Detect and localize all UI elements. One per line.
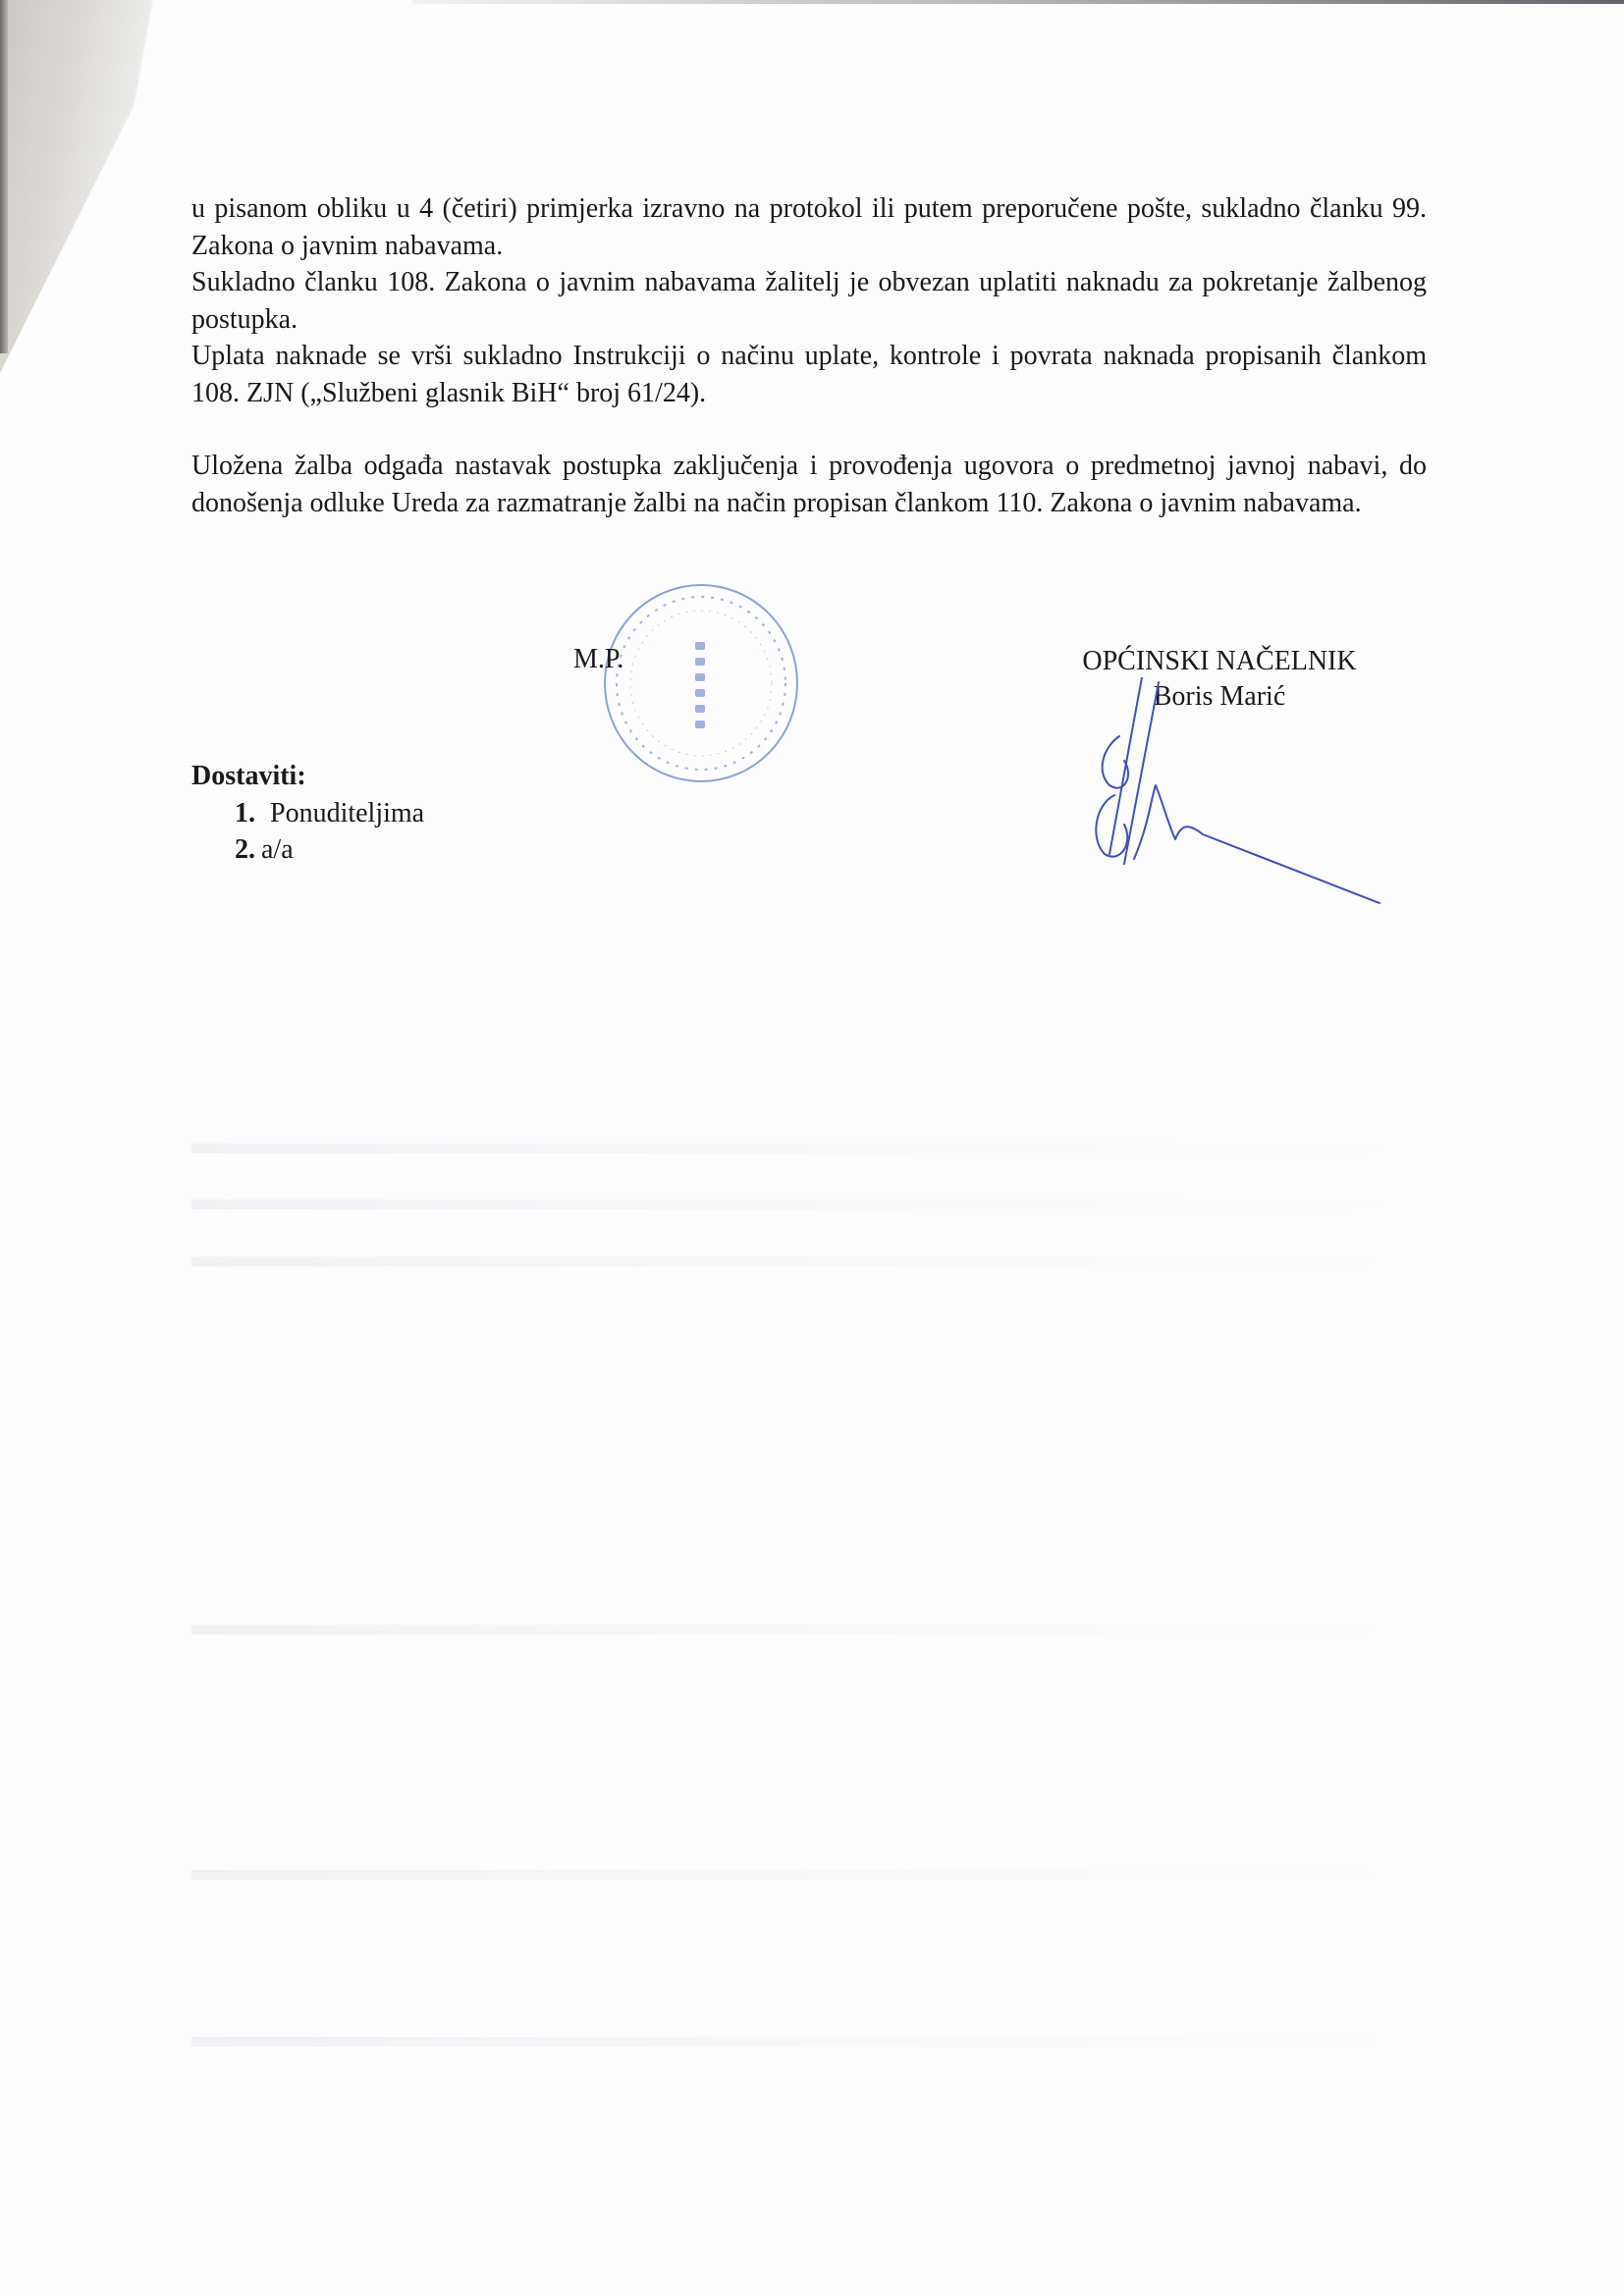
signatory-title: OPĆINSKI NAČELNIK (1082, 646, 1357, 676)
signatory-name: Boris Marić (1153, 681, 1286, 712)
stamp-placeholder-label: M.P. (573, 644, 624, 674)
paragraph-appeal-suspension: Uložena žalba odgađa nastavak postupka zaključenja i provođenja ugovora o predmetnoj javnoj nabavi, do donošenja odluke Ureda za razmatranje žalbi na način propisan člankom 110. Zakona o javnim nabavama. (191, 451, 1427, 518)
delivery-item-label: Ponuditeljima (270, 797, 425, 828)
delivery-list (191, 758, 424, 869)
top-page-edge (412, 0, 1624, 4)
bleed-through-line (191, 1200, 1427, 1209)
delivery-item-number: 1. (235, 797, 255, 828)
delivery-item-label: a/a (261, 834, 294, 865)
bleed-through-line (191, 1144, 1427, 1153)
delivery-item (235, 831, 424, 869)
page-edge (0, 0, 8, 353)
delivery-heading: Dostaviti: (191, 761, 306, 791)
bleed-through-line (191, 2037, 1427, 2047)
delivery-item-number: 2. (235, 834, 255, 865)
bleed-through-line (191, 1256, 1427, 1266)
delivery-item (235, 795, 424, 832)
paragraph-appeal-fee: Sukladno članku 108. Zakona o javnim nabavama žalitelj je obvezan uplatiti naknadu za pokretanje žalbenog postupka. (191, 267, 1427, 335)
official-stamp-icon (601, 581, 802, 782)
bleed-through-line (191, 1625, 1427, 1634)
bleed-through-line (191, 1870, 1427, 1880)
document-body (191, 190, 1427, 521)
folded-corner-shadow (0, 0, 187, 373)
paragraph-fee-payment: Uplata naknade se vrši sukladno Instrukciji o načinu uplate, kontrole i povrata naknada propisanih člankom 108. ZJN („Službeni glasnik BiH“ broj 61/24). (191, 341, 1427, 408)
paragraph-submission-form: u pisanom obliku u 4 (četiri) primjerka izravno na protokol ili putem preporučene pošte, sukladno članku 99. Zakona o javnim nabavama. (191, 193, 1427, 261)
handwritten-signature-icon (1065, 677, 1389, 913)
